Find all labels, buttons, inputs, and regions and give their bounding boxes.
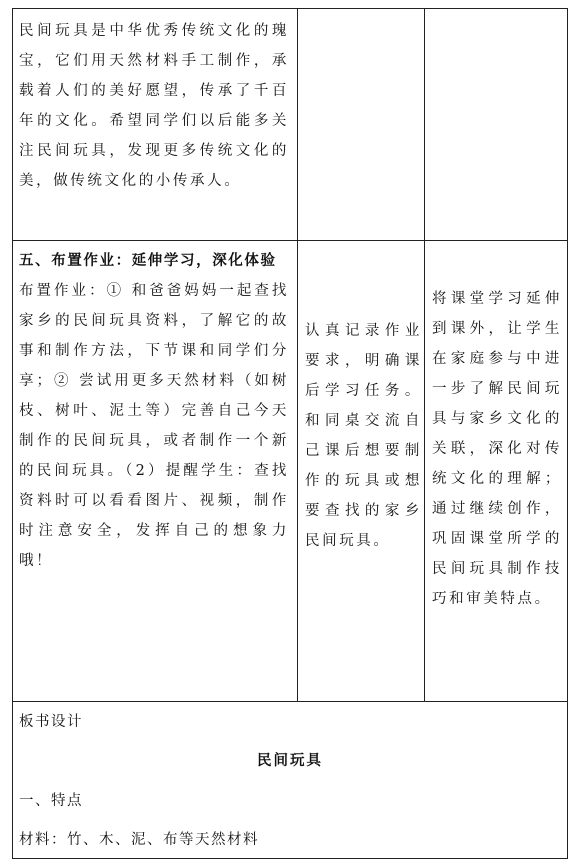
homework-teacher-text: 布置作业：① 和爸爸妈妈一起查找家乡的民间玩具资料，了解它的故事和制作方法，下节课和同学们分享；② 尝试用更多天然材料（如树枝、树叶、泥土等）完善自己今天制作的民间玩具，或者制作一个新的民间玩具。（2）提醒学生：查找资料时可以看看图片、视频，制作时注意安全，发挥自己的想象力哦！ <box>19 283 289 569</box>
section-heading: 五、布置作业：延伸学习，深化体验 <box>19 253 277 269</box>
closing-summary-cell <box>19 16 289 196</box>
homework-intent-cell <box>432 284 562 614</box>
table-border-right <box>567 8 568 859</box>
board-materials-line: 材料：竹、木、泥、布等天然材料 <box>19 832 259 848</box>
table-border-left <box>12 8 13 859</box>
row-divider <box>12 701 568 702</box>
column-divider <box>424 8 425 701</box>
homework-intent-text: 将课堂学习延伸到课外，让学生在家庭参与中进一步了解民间玩具与家乡文化的关联，深化对传统文化的理解；通过继续创作，巩固课堂所学的民间玩具制作技巧和审美特点。 <box>432 291 562 607</box>
table-border-top <box>12 8 568 9</box>
homework-student-cell <box>305 316 422 556</box>
row-divider <box>12 240 568 241</box>
homework-teacher-cell <box>19 246 289 576</box>
lesson-plan-table <box>12 8 568 859</box>
closing-summary-text: 民间玩具是中华优秀传统文化的瑰宝，它们用天然材料手工制作，承载着人们的美好愿望，传承了千百年的文化。希望同学们以后能多关注民间玩具，发现更多传统文化的美，做传统文化的小传承人。 <box>19 23 289 189</box>
homework-student-text: 认真记录作业要求，明确课后学习任务。和同桌交流自己课后想要制作的玩具或想要查找的家乡民间玩具。 <box>305 323 422 549</box>
board-design-label: 板书设计 <box>19 714 83 730</box>
board-section-heading: 一、特点 <box>19 793 83 809</box>
board-title: 民间玩具 <box>257 753 323 769</box>
column-divider <box>297 8 298 701</box>
